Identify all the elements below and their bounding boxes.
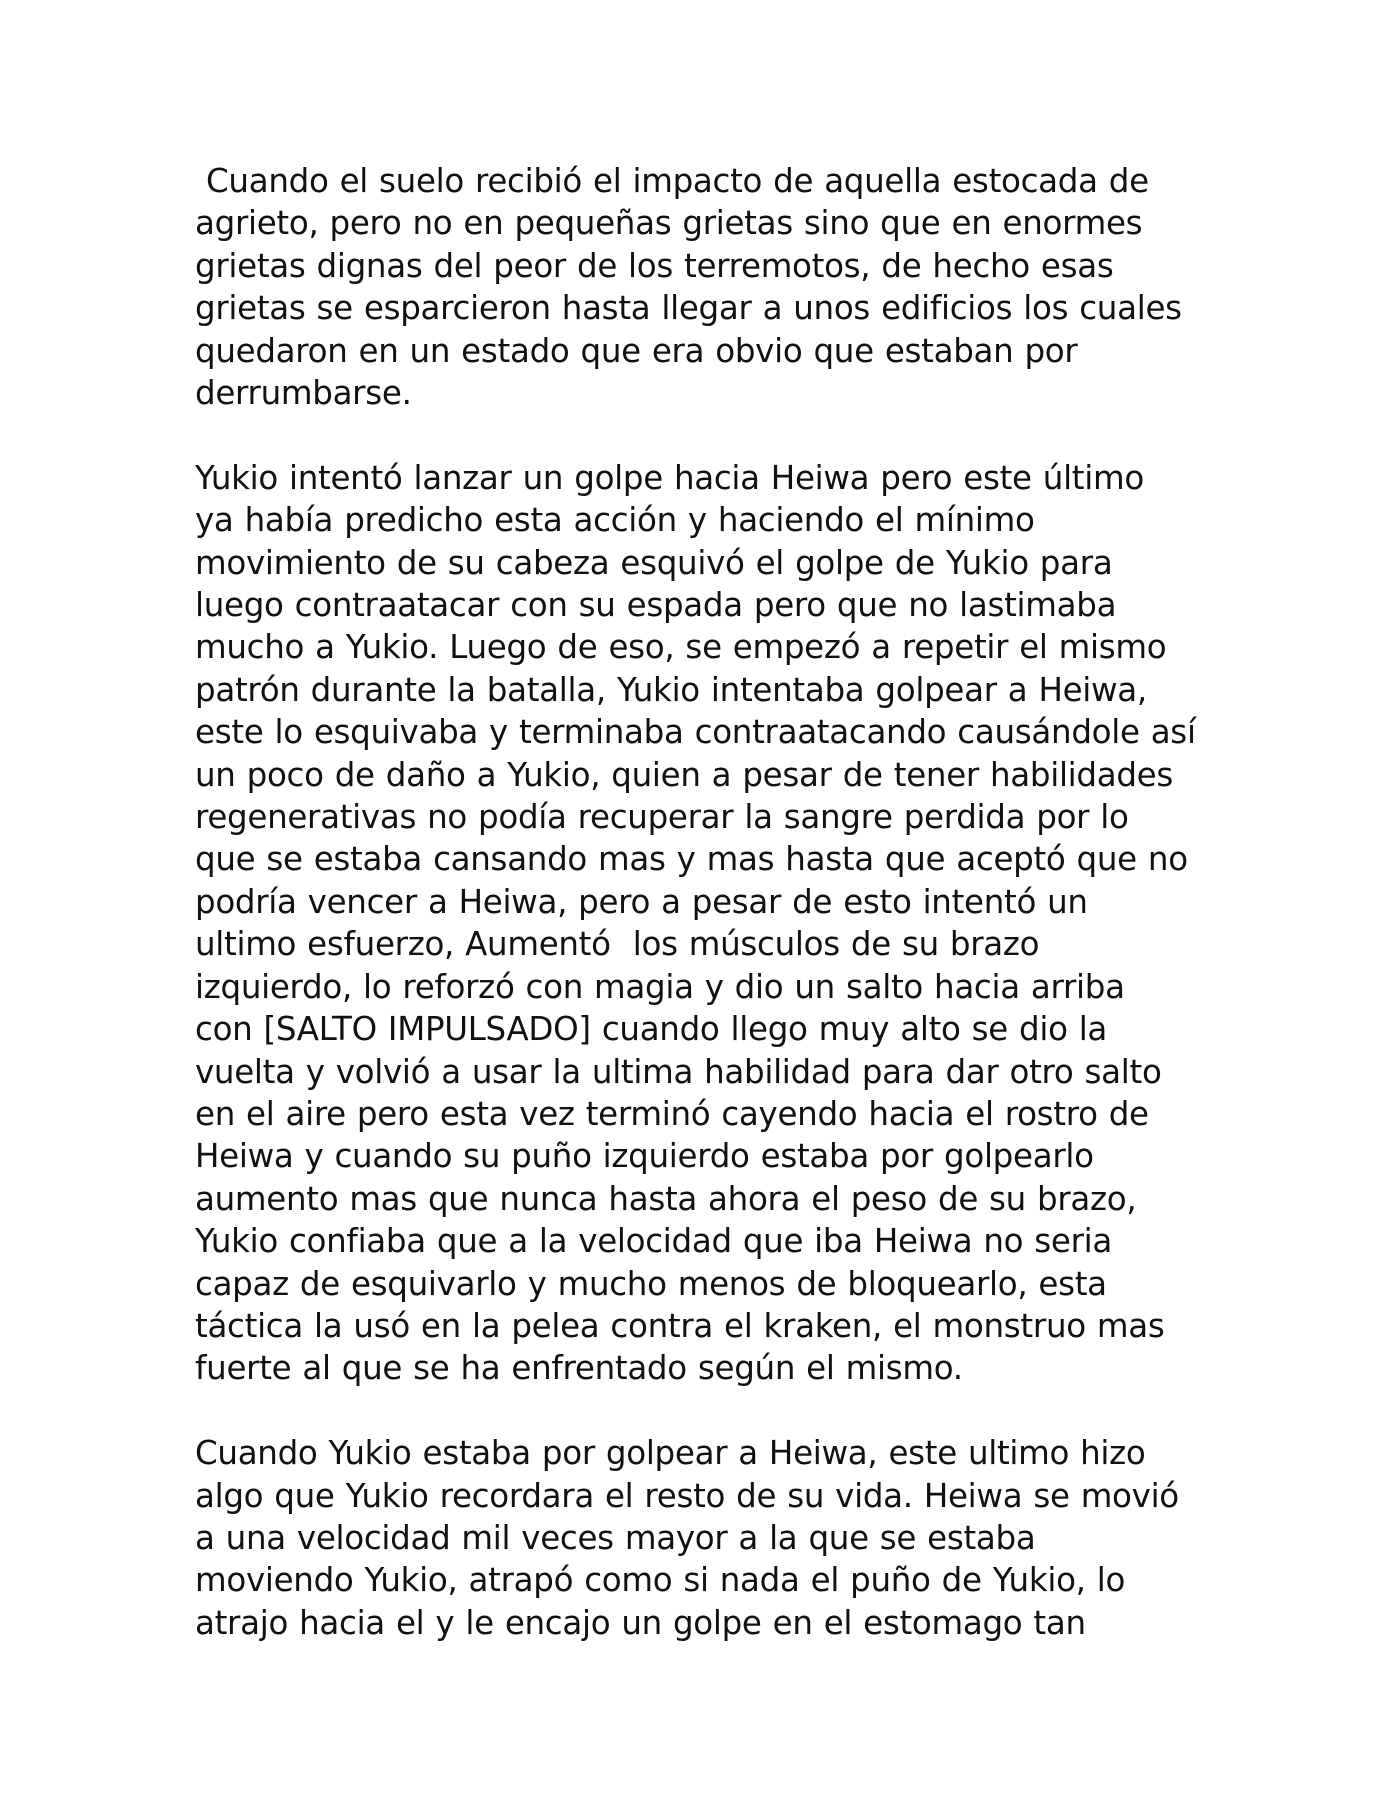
text-line: izquierdo, lo reforzó con magia y dio un salto hacia arriba [195,967,1125,1006]
text-line: atrajo hacia el y le encajo un golpe en el estomago tan [195,1603,1086,1642]
text-line: aumento mas que nunca hasta ahora el peso de su brazo, [195,1179,1137,1218]
text-line: capaz de esquivarlo y mucho menos de bloquearlo, esta [195,1264,1107,1303]
text-line: vuelta y volvió a usar la ultima habilidad para dar otro salto [195,1052,1162,1091]
text-line: agrieto, pero no en pequeñas grietas sino que en enormes [195,204,1143,243]
text-line: con [SALTO IMPULSADO] cuando llego muy alto se dio la [195,1010,1108,1049]
text-line: táctica la usó en la pelea contra el kraken, el monstruo mas [195,1306,1165,1345]
text-line: un poco de daño a Yukio, quien a pesar de tener habilidades [195,755,1174,794]
text-line: que se estaba cansando mas y mas hasta que aceptó que no [195,840,1188,879]
text-line: algo que Yukio recordara el resto de su vida. Heiwa se movió [195,1476,1179,1515]
text-line: Cuando el suelo recibió el impacto de aquella estocada de [195,162,1149,200]
text-line: Heiwa y cuando su puño izquierdo estaba por golpearlo [195,1137,1094,1176]
text-line: Yukio confiaba que a la velocidad que iba Heiwa no seria [195,1222,1113,1261]
text-line: grietas se esparcieron hasta llegar a unos edificios los cuales [195,289,1182,328]
paragraph-3 [195,1432,1220,1644]
text-line: mucho a Yukio. Luego de eso, se empezó a repetir el mismo [195,628,1167,667]
text-line: este lo esquivaba y terminaba contraatacando causándole así [195,713,1196,752]
text-line: ya había predicho esta acción y haciendo el mínimo [195,501,1035,540]
paragraph-1 [195,160,1220,414]
text-line: patrón durante la batalla, Yukio intentaba golpear a Heiwa, [195,670,1147,709]
text-line: a una velocidad mil veces mayor a la que se estaba [195,1518,1036,1557]
text-line: Cuando Yukio estaba por golpear a Heiwa, este ultimo hizo [195,1434,1146,1473]
text-line: movimiento de su cabeza esquivó el golpe de Yukio para [195,543,1113,582]
text-line: moviendo Yukio, atrapó como si nada el puño de Yukio, lo [195,1561,1126,1600]
text-line: regenerativas no podía recuperar la sangre perdida por lo [195,798,1129,837]
document-body [195,160,1220,1687]
text-line: luego contraatacar con su espada pero que no lastimaba [195,586,1117,625]
text-line: Yukio intentó lanzar un golpe hacia Heiwa pero este último [195,458,1144,497]
text-line: quedaron en un estado que era obvio que estaban por [195,331,1078,370]
text-line: fuerte al que se ha enfrentado según el mismo. [195,1349,963,1388]
text-line: en el aire pero esta vez terminó cayendo hacia el rostro de [195,1094,1149,1133]
text-line: grietas dignas del peor de los terremotos, de hecho esas [195,246,1114,285]
text-line: derrumbarse. [195,374,412,413]
paragraph-2 [195,457,1220,1390]
text-line: podría vencer a Heiwa, pero a pesar de esto intentó un [195,882,1088,921]
text-line: ultimo esfuerzo, Aumentó los músculos de su brazo [195,925,1040,964]
